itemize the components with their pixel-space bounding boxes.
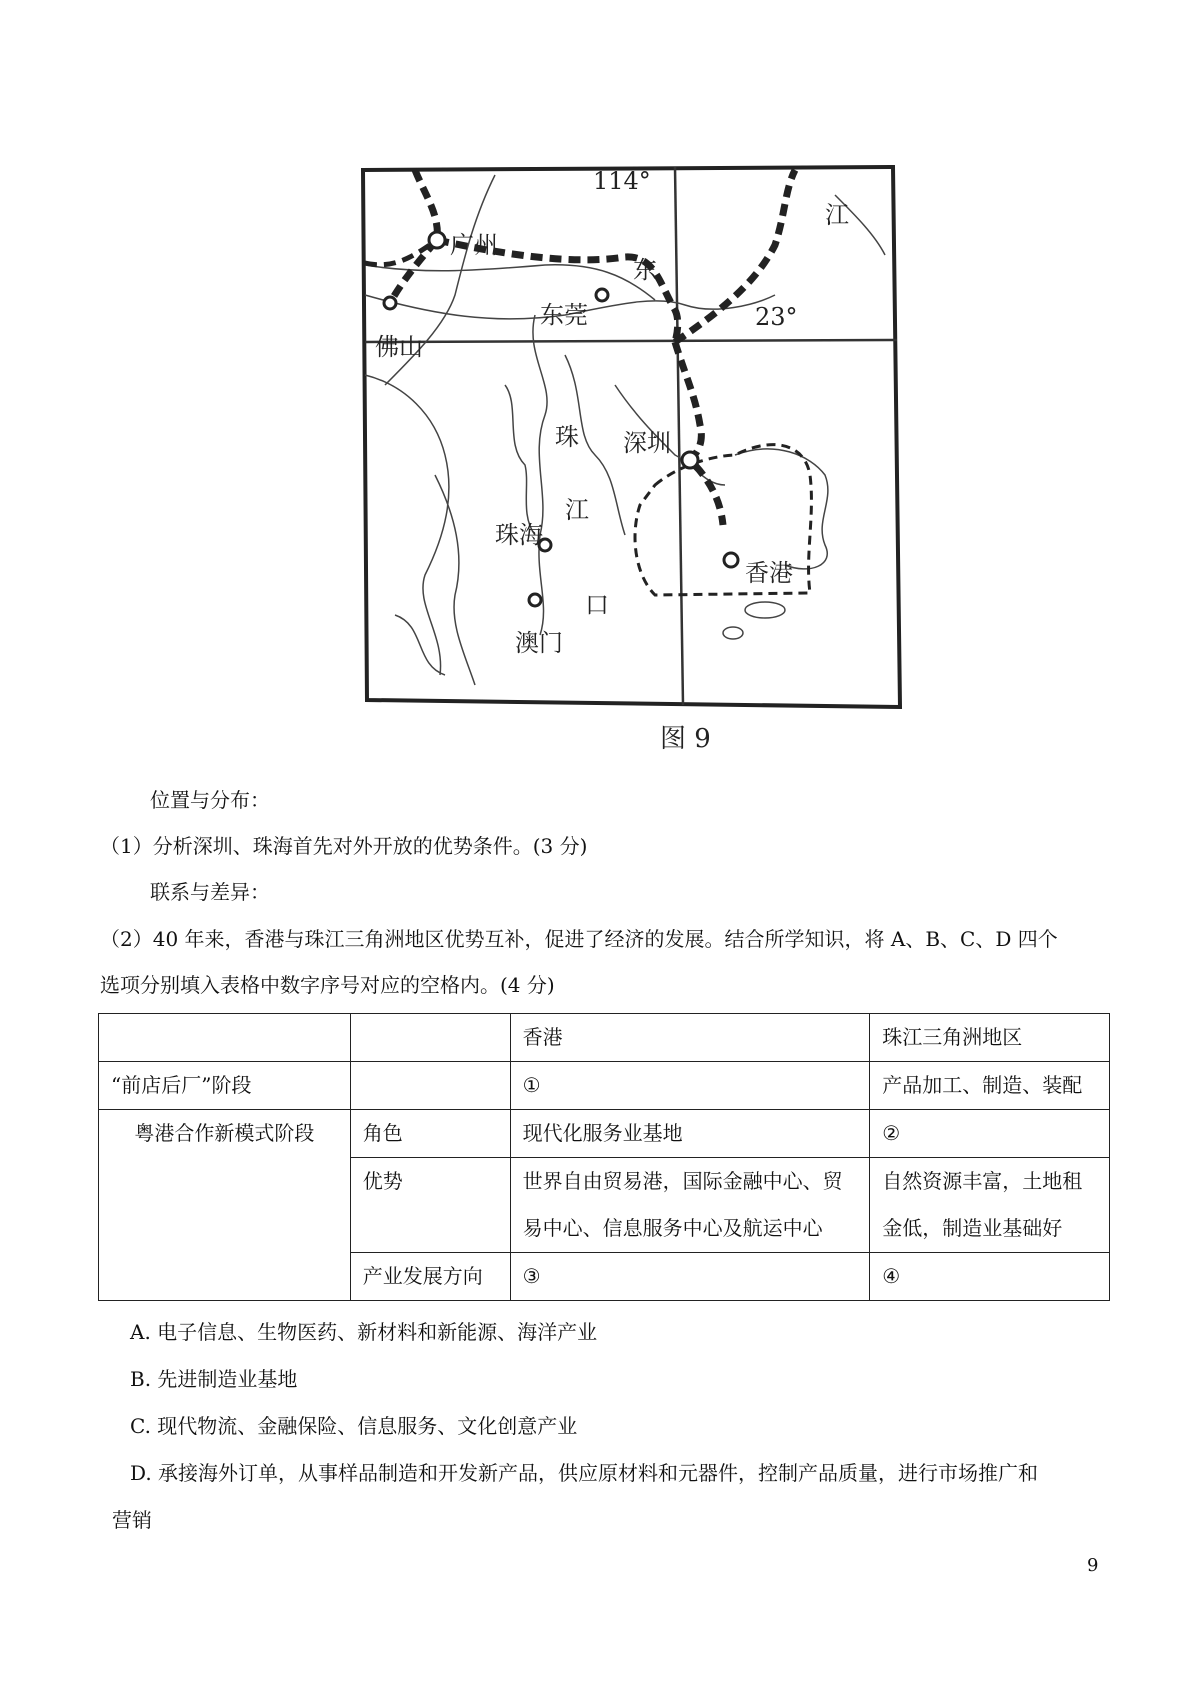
map-caption: 图 9 — [660, 724, 711, 754]
header-hk: 香港 — [510, 1014, 870, 1062]
map-figure — [355, 155, 910, 715]
stage1-empty — [350, 1062, 510, 1110]
label-river-jiang: 江 — [565, 496, 589, 524]
table-row-stage1 — [99, 1062, 1110, 1110]
label-dong-river: 东 — [633, 256, 657, 284]
label-river-zhu: 珠 — [555, 423, 579, 451]
question-2-line1: （2）40 年来，香港与珠江三角洲地区优势互补，促进了经济的发展。结合所学知识，将 A、B、C、D 四个 — [100, 927, 1058, 951]
river-channel-1 — [533, 315, 547, 635]
label-hongkong: 香港 — [745, 559, 793, 587]
label-jiang-northeast: 江 — [825, 201, 849, 229]
city-marker-macau — [529, 594, 541, 606]
direction-hk: ③ — [510, 1253, 870, 1301]
advantage-hk-line1: 世界自由贸易港，国际金融中心、贸 — [510, 1158, 870, 1206]
question-2-line2: 选项分别填入表格中数字序号对应的空格内。(4 分) — [100, 973, 555, 997]
table-row-role — [99, 1110, 1110, 1158]
stage1-hk: ① — [510, 1062, 870, 1110]
direction-label: 产业发展方向 — [350, 1253, 510, 1301]
city-marker-dongguan — [596, 289, 608, 301]
page-number: 9 — [1087, 1555, 1099, 1576]
option-a: A. 电子信息、生物医药、新材料和新能源、海洋产业 — [130, 1320, 598, 1344]
question-1: （1）分析深圳、珠海首先对外开放的优势条件。(3 分) — [100, 834, 588, 858]
option-c: C. 现代物流、金融保险、信息服务、文化创意产业 — [130, 1414, 578, 1438]
advantage-hk-line2: 易中心、信息服务中心及航运中心 — [510, 1205, 870, 1253]
city-marker-foshan — [384, 297, 396, 309]
label-zhuhai: 珠海 — [495, 521, 543, 549]
coast-hk-east — [735, 449, 828, 569]
advantage-prd-line1: 自然资源丰富，土地租 — [870, 1158, 1110, 1206]
section2-heading: 联系与差异： — [150, 880, 270, 904]
stage1-prd: 产品加工、制造、装配 — [870, 1062, 1110, 1110]
stage2-label: 粤港合作新模式阶段 — [99, 1110, 351, 1301]
longitude-label: 114° — [593, 167, 651, 195]
railway-sz-hk — [675, 342, 723, 525]
label-dongguan: 东莞 — [540, 301, 588, 329]
label-foshan: 佛山 — [375, 333, 423, 361]
label-shenzhen: 深圳 — [623, 429, 671, 457]
city-marker-hongkong — [724, 553, 738, 567]
label-guangzhou: 广州 — [450, 231, 498, 259]
latitude-label: 23° — [755, 303, 798, 331]
river-west — [365, 375, 449, 675]
island-1 — [745, 602, 785, 618]
island-2 — [723, 627, 743, 639]
role-label: 角色 — [350, 1110, 510, 1158]
header-empty-1 — [99, 1014, 351, 1062]
stage1-label: “前店后厂”阶段 — [99, 1062, 351, 1110]
header-prd: 珠江三角洲地区 — [870, 1014, 1110, 1062]
railway-west — [365, 240, 437, 265]
advantage-prd-line2: 金低，制造业基础好 — [870, 1205, 1110, 1253]
city-marker-guangzhou — [429, 232, 445, 248]
role-prd: ② — [870, 1110, 1110, 1158]
option-d-line2: 营销 — [112, 1508, 152, 1532]
option-d-line1: D. 承接海外订单，从事样品制造和开发新产品，供应原材料和元器件，控制产品质量，进行市场推广和 — [130, 1461, 1039, 1485]
comparison-table — [98, 1013, 1110, 1301]
label-river-kou: 口 — [585, 591, 609, 619]
city-marker-shenzhen — [682, 452, 698, 468]
meridian-114 — [675, 167, 683, 705]
river-west-2 — [435, 475, 475, 685]
direction-prd: ④ — [870, 1253, 1110, 1301]
option-b: B. 先进制造业基地 — [130, 1367, 298, 1391]
header-empty-2 — [350, 1014, 510, 1062]
table-header-row — [99, 1014, 1110, 1062]
label-macau: 澳门 — [515, 629, 563, 657]
advantage-label: 优势 — [350, 1158, 510, 1253]
river-channel-2 — [505, 385, 535, 535]
parallel-23 — [365, 340, 897, 342]
section1-heading: 位置与分布： — [150, 788, 270, 812]
role-hk: 现代化服务业基地 — [510, 1110, 870, 1158]
